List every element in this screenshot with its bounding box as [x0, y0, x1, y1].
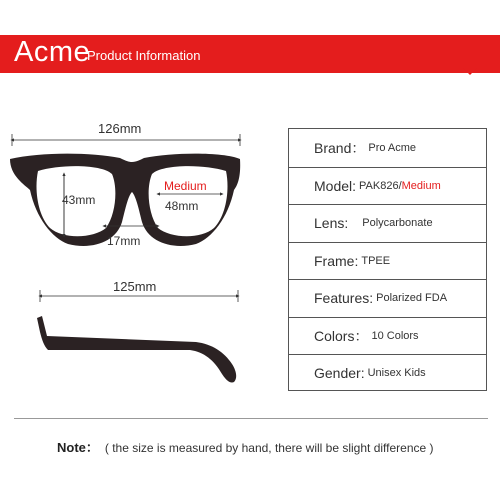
lens-height-label: 43mm: [62, 193, 96, 207]
bridge-label: 17mm: [107, 234, 141, 248]
spec-value: Polycarbonate: [362, 217, 433, 230]
spec-row-model: [289, 167, 486, 205]
spec-value: PAK826/: [359, 179, 402, 192]
temple-length-label: 125mm: [113, 279, 157, 294]
glasses-temple: [37, 316, 236, 383]
note-divider: [14, 418, 488, 419]
lens-size-badge: Medium: [164, 179, 207, 193]
spec-key: Features:: [314, 290, 374, 307]
lens-width-label: 48mm: [165, 199, 199, 213]
measurement-note: [57, 437, 434, 456]
frame-width-label: 126mm: [98, 121, 142, 136]
spec-key: Colors：: [314, 327, 369, 344]
brand-name: Acme: [14, 36, 91, 68]
spec-value: TPEE: [361, 254, 391, 267]
spec-row-frame: [289, 242, 486, 280]
spec-key: Model:: [314, 177, 357, 194]
spec-value: 10 Colors: [371, 329, 419, 342]
spec-key: Lens:: [314, 215, 349, 232]
spec-value-size: Medium: [401, 179, 441, 192]
spec-value: Polarized FDA: [376, 292, 448, 305]
note-text: ( the size is measured by hand, there will be slight difference ): [104, 441, 434, 455]
spec-row-gender: [289, 354, 486, 392]
spec-table: [288, 128, 487, 391]
spec-row-colors: [289, 317, 486, 355]
spec-value: Pro Acme: [368, 141, 417, 154]
note-label: Note：: [57, 440, 99, 455]
spec-key: Gender:: [314, 365, 365, 382]
spec-row-brand: [289, 129, 486, 167]
spec-row-lens: [289, 204, 486, 242]
spec-key: Brand：: [314, 139, 366, 156]
spec-row-features: [289, 279, 486, 317]
spec-value: Unisex Kids: [367, 367, 426, 380]
spec-key: Frame:: [314, 252, 359, 269]
glasses-front: [10, 154, 240, 246]
header-subtitle: Product Information: [87, 48, 201, 63]
